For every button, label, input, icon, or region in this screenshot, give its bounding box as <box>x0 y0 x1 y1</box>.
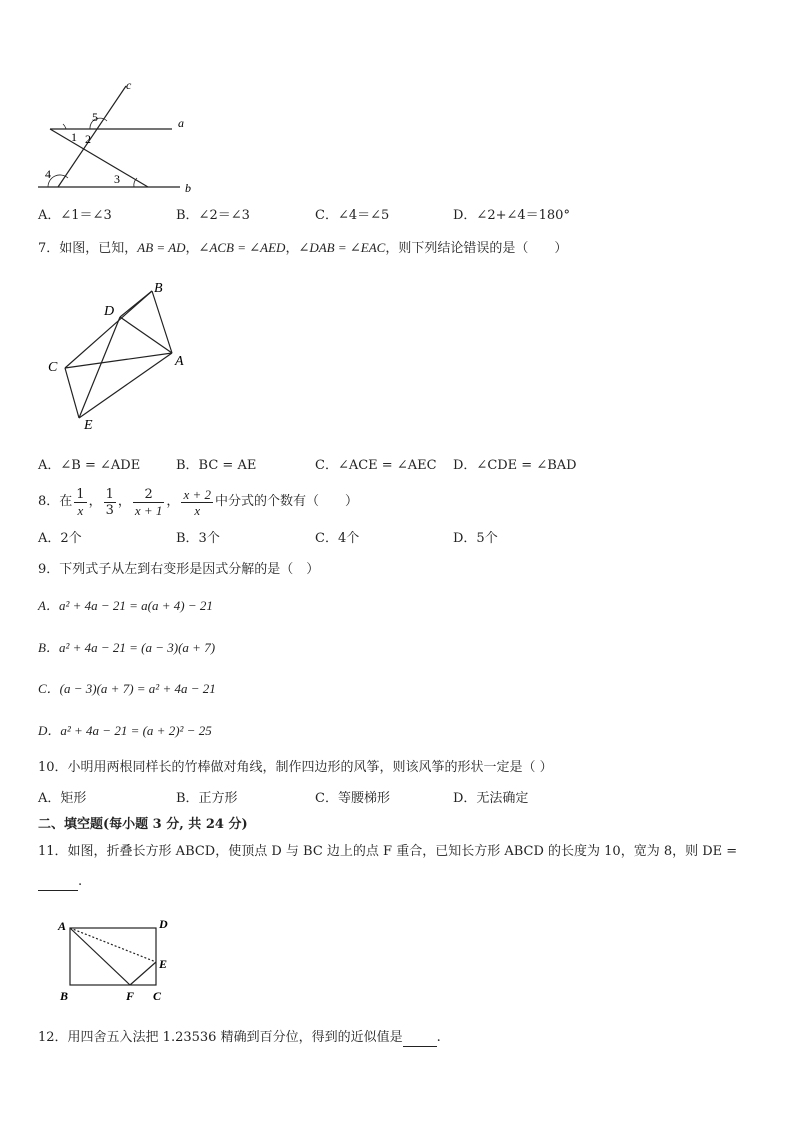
label-a: a <box>178 116 184 130</box>
segment-ed <box>79 317 120 418</box>
q6-option-b[interactable]: B．∠2＝∠3 <box>176 208 250 223</box>
fraction-4 <box>181 487 213 518</box>
q7-stem <box>38 240 567 257</box>
q7-stem-suffix: ，则下列结论错误的是（ ） <box>385 241 568 256</box>
q11-answer-line <box>38 874 82 891</box>
label-F: F <box>126 989 135 1003</box>
label-3: 3 <box>114 172 120 186</box>
label-E: E <box>159 957 168 971</box>
segment-ca <box>65 353 172 368</box>
segment-fe <box>130 962 156 985</box>
numerator: 2 <box>144 486 153 502</box>
section-heading: 二、填空题(每小题 3 分, 共 24 分) <box>38 817 248 832</box>
transversal <box>50 129 148 187</box>
q7-option-b[interactable]: B．BC = AE <box>176 458 257 473</box>
q11-stem: 11．如图，折叠长方形 ABCD，使顶点 D 与 BC 边上的点 F 重合，已知长方形 ABCD 的长度为 10，宽为 8，则 DE = <box>38 844 738 859</box>
q12-text: 12．用四舍五入法把 1.23536 精确到百分位，得到的近似值是 <box>38 1030 403 1045</box>
q8-suffix: 中分式的个数有（ ） <box>214 494 358 509</box>
q7-stem-prefix: 7．如图，已知， <box>38 241 138 256</box>
q10-option-a[interactable]: A．矩形 <box>38 791 87 806</box>
q8-option-c[interactable]: C．4个 <box>315 531 360 546</box>
q6-option-a[interactable]: A．∠1＝∠3 <box>38 208 112 223</box>
comma: ， <box>88 494 102 509</box>
triangle-figure <box>40 275 200 435</box>
q9-stem: 9．下列式子从左到右变形是因式分解的是（ ） <box>38 562 320 577</box>
numerator: x + 2 <box>183 486 211 502</box>
q7-option-d[interactable]: D．∠CDE = ∠BAD <box>453 458 577 473</box>
q7-separator-2: ， <box>285 241 299 256</box>
label-b: b <box>185 181 191 195</box>
q7-condition-2: ∠ACB = ∠AED <box>198 240 286 255</box>
q11-answer-blank[interactable] <box>38 874 78 891</box>
q12-end: . <box>436 1030 441 1045</box>
denominator: 3 <box>105 502 114 518</box>
fraction-1 <box>74 487 86 518</box>
q10-option-c[interactable]: C．等腰梯形 <box>315 791 390 806</box>
denominator: x <box>74 502 86 518</box>
q9-option-b[interactable]: B．a² + 4a − 21 = (a − 3)(a + 7) <box>38 640 216 655</box>
q12-stem <box>38 1030 441 1047</box>
q8-stem <box>38 481 358 523</box>
label-B: B <box>60 989 69 1003</box>
q7-option-a[interactable]: A．∠B = ∠ADE <box>38 458 141 473</box>
q7-condition-1: AB = AD <box>137 240 186 255</box>
numerator: 1 <box>105 486 114 502</box>
rectangle-fold-figure <box>52 912 182 1007</box>
denominator: x + 1 <box>134 502 163 518</box>
q7-option-c[interactable]: C．∠ACE = ∠AEC <box>315 458 437 473</box>
label-4: 4 <box>45 167 51 181</box>
q12-answer-blank[interactable] <box>403 1030 437 1047</box>
comma: ， <box>117 494 131 509</box>
segment-af <box>70 928 130 985</box>
label-D: D <box>159 917 168 931</box>
fraction-2 <box>104 487 116 518</box>
label-5: 5 <box>92 110 98 124</box>
q8-option-b[interactable]: B．3个 <box>176 531 220 546</box>
q10-option-d[interactable]: D．无法确定 <box>453 791 529 806</box>
segment-ae-dotted <box>70 928 156 962</box>
fraction-3 <box>133 487 165 518</box>
q10-stem: 10．小明用两根同样长的竹棒做对角线，制作四边形的风筝，则该风筝的形状一定是（ ） <box>38 760 553 775</box>
q6-option-c[interactable]: C．∠4＝∠5 <box>315 208 390 223</box>
label-D: D <box>104 304 115 319</box>
label-A: A <box>58 919 67 933</box>
parallel-lines-figure <box>30 72 210 202</box>
label-E: E <box>84 418 93 433</box>
label-A: A <box>175 354 184 369</box>
q8-option-d[interactable]: D．5个 <box>453 531 498 546</box>
segment-da <box>120 317 172 353</box>
label-C: C <box>48 360 58 375</box>
angle-arc-1 <box>63 124 66 129</box>
label-C: C <box>153 989 162 1003</box>
rectangle-abcd <box>70 928 156 985</box>
denominator: x <box>181 502 213 518</box>
numerator: 1 <box>76 486 85 502</box>
segment-ba <box>152 291 172 353</box>
q9-option-d[interactable]: D．a² + 4a − 21 = (a + 2)² − 25 <box>38 723 212 738</box>
q11-end: . <box>78 874 83 889</box>
label-c: c <box>126 78 132 92</box>
segment-ea <box>79 353 172 418</box>
q8-option-a[interactable]: A．2个 <box>38 531 82 546</box>
q8-prefix: 8．在 <box>38 494 73 509</box>
label-B: B <box>154 281 163 296</box>
comma: ， <box>166 494 180 509</box>
segment-ce <box>65 368 79 418</box>
q6-option-d[interactable]: D．∠2+∠4＝180° <box>453 208 570 223</box>
label-2: 2 <box>85 132 91 146</box>
q7-condition-3: ∠DAB = ∠EAC <box>298 240 386 255</box>
q10-option-b[interactable]: B．正方形 <box>176 791 238 806</box>
q7-separator-1: ， <box>185 241 199 256</box>
label-1: 1 <box>71 130 77 144</box>
q9-option-c[interactable]: C．(a − 3)(a + 7) = a² + 4a − 21 <box>38 681 216 696</box>
q9-option-a[interactable]: A．a² + 4a − 21 = a(a + 4) − 21 <box>38 598 213 613</box>
